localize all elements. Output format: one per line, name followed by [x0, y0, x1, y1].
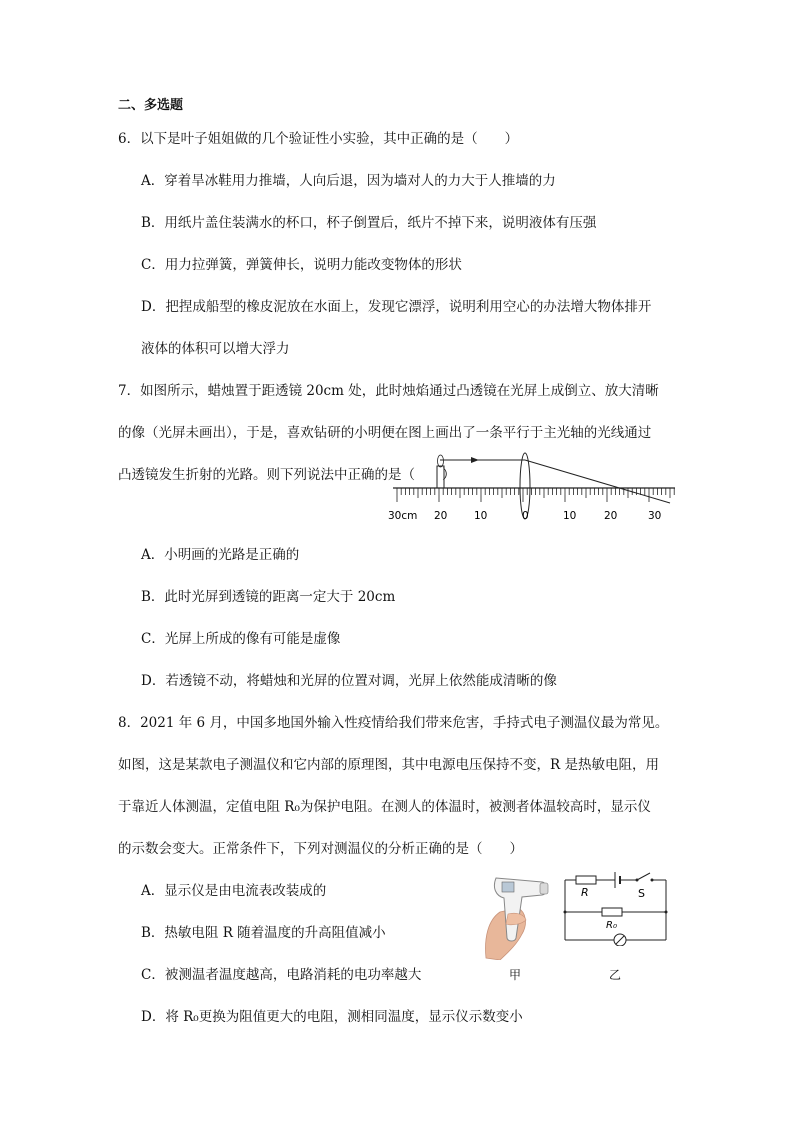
q7-stem-line1: 7．如图所示，蜡烛置于距透镜 20cm 处，此时烛焰通过凸透镜在光屏上成倒立、放大清晰 — [118, 383, 659, 399]
ruler-label-10-right: 10 — [563, 510, 577, 522]
label-r: R — [581, 886, 589, 899]
refracted-ray — [525, 460, 670, 503]
q6-stem: 6．以下是叶子姐姐做的几个验证性小实验，其中正确的是（ ） — [118, 131, 519, 147]
q8-stem-line1: 8．2021 年 6 月，中国多地国外输入性疫情给我们带来危害，手持式电子测温仪最为常见。 — [118, 715, 669, 731]
q6-option-c: C．用力拉弹簧，弹簧伸长，说明力能改变物体的形状 — [141, 257, 462, 273]
figure-label-jia: 甲 — [509, 968, 522, 982]
thermometer-nose — [540, 883, 548, 894]
switch-blade — [637, 873, 650, 880]
candle-flame — [438, 455, 444, 467]
ray-arrow — [471, 457, 479, 463]
ruler-label-0: 0 — [522, 510, 529, 522]
q7-stem-line3: 凸透镜发生折射的光路。则下列说法中正确的是（ ） — [118, 467, 456, 483]
ruler-label-20-right: 20 — [604, 510, 618, 522]
q8-option-d: D．将 R₀更换为阻值更大的电阻，测相同温度，显示仪示数变小 — [141, 1009, 523, 1025]
junction-right — [665, 911, 668, 914]
q8-stem-line3: 于靠近人体测温，定值电阻 R₀为保护电阻。在测人的体温时，被测者体温较高时，显示仪 — [118, 799, 651, 815]
q8-stem-line2: 如图，这是某款电子测温仪和它内部的原理图，其中电源电压保持不变，R 是热敏电阻，用 — [118, 757, 659, 773]
q6-option-b: B．用纸片盖住装满水的杯口，杯子倒置后，纸片不掉下来，说明液体有压强 — [141, 215, 597, 231]
figure-label-yi: 乙 — [609, 968, 622, 982]
ruler-label-30-right: 30 — [648, 510, 662, 522]
q6-option-d-cont: 液体的体积可以增大浮力 — [141, 341, 290, 357]
candle — [437, 466, 444, 488]
section-title: 二、多选题 — [118, 98, 184, 113]
q7-stem-line2: 的像（光屏未画出），于是，喜欢钻研的小明便在图上画出了一条平行于主光轴的光线通过 — [118, 425, 652, 441]
resistor-r0 — [602, 908, 622, 916]
q7-option-a: A．小明画的光路是正确的 — [141, 547, 300, 563]
q6-option-d: D．把捏成船型的橡皮泥放在水面上，发现它漂浮，说明利用空心的办法增大物体排开 — [141, 299, 652, 315]
thermometer-screen — [502, 882, 514, 892]
label-s: S — [638, 887, 645, 900]
q8-option-c: C．被测温者温度越高，电路消耗的电功率越大 — [141, 967, 422, 983]
q6-option-a: A．穿着旱冰鞋用力推墙，人向后退，因为墙对人的力大于人推墙的力 — [141, 173, 556, 189]
label-r0: R₀ — [606, 920, 617, 931]
q7-option-b: B．此时光屏到透镜的距离一定大于 20cm — [141, 589, 396, 605]
circuit-diagram — [560, 866, 672, 946]
thermometer-photo — [482, 868, 562, 960]
ruler-label-30cm-left: 30cm — [388, 510, 418, 522]
q7-option-d: D．若透镜不动，将蜡烛和光屏的位置对调，光屏上依然能成清晰的像 — [141, 673, 557, 689]
q7-option-c: C．光屏上所成的像有可能是虚像 — [141, 631, 341, 647]
ruler-ticks — [397, 488, 674, 502]
ruler-label-10-left: 10 — [474, 510, 488, 522]
q8-stem-line4: 的示数会变大。正常条件下，下列对测温仪的分析正确的是（ ） — [118, 841, 523, 857]
resistor-r — [576, 876, 596, 884]
q8-option-a: A．显示仪是由电流表改装成的 — [141, 883, 327, 899]
lens-ruler-diagram — [385, 448, 685, 528]
junction-left — [564, 911, 567, 914]
ruler-label-20-left: 20 — [434, 510, 448, 522]
q8-option-b: B．热敏电阻 R 随着温度的升高阻值减小 — [141, 925, 386, 941]
